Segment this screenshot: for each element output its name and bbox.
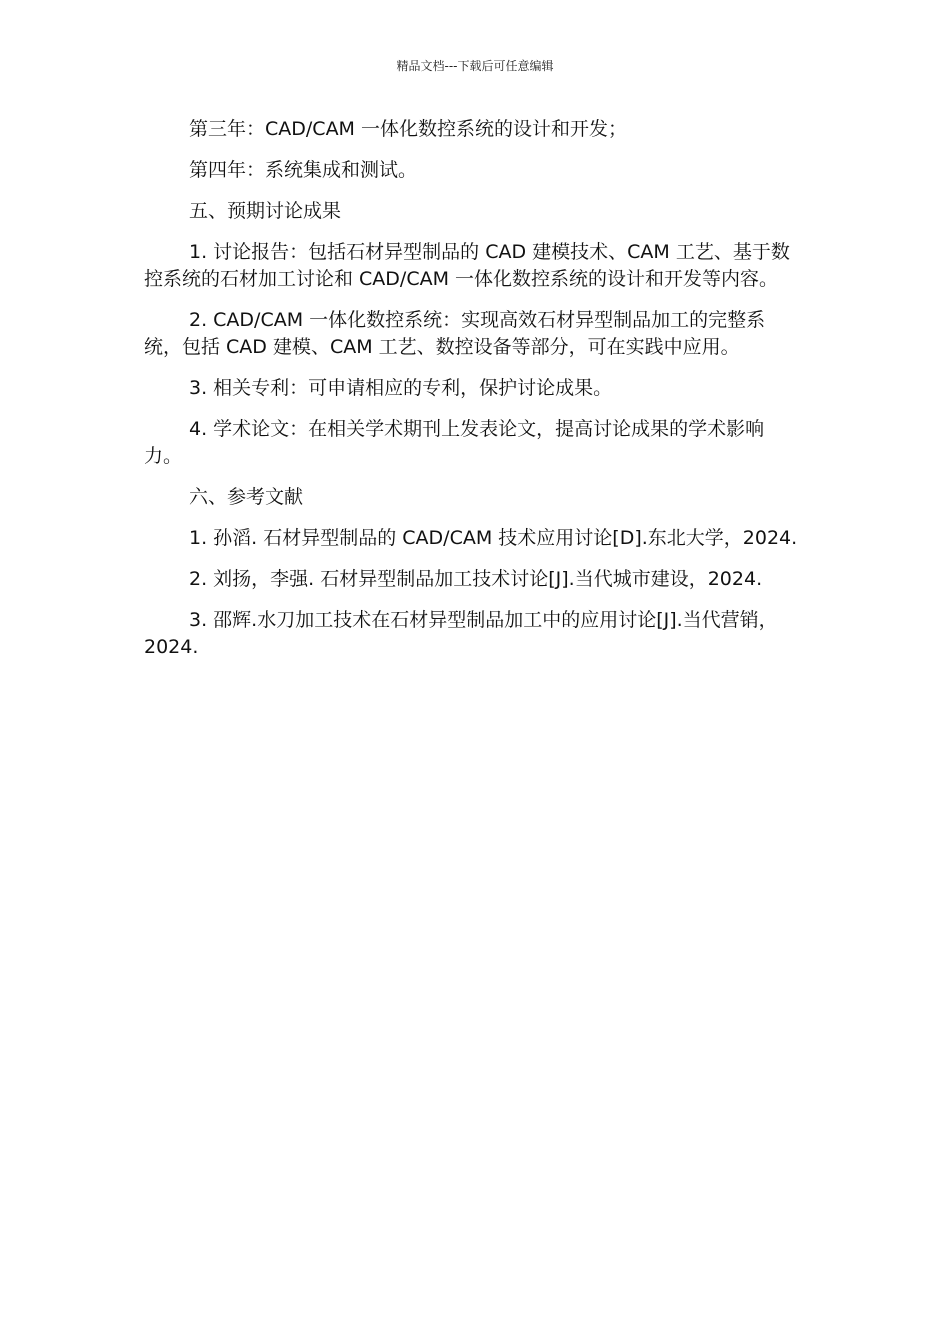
result-item-patent: 3. 相关专利：可申请相应的专利，保护讨论成果。 (189, 377, 613, 399)
result-item-report: 1. 讨论报告：包括石材异型制品的 CAD 建模技术、CAM 工艺、基于数控系统的石材加工讨论和 CAD/CAM 一体化数控系统的设计和开发等内容。 (144, 241, 790, 290)
section-heading-expected-results: 五、预期讨论成果 (189, 200, 342, 222)
reference-item-1: 1. 孙滔. 石材异型制品的 CAD/CAM 技术应用讨论[D].东北大学，2024. (189, 527, 798, 549)
page-header: 精品文档---下载后可任意编辑 (396, 59, 554, 73)
reference-item-3: 3. 邵辉.水刀加工技术在石材异型制品加工中的应用讨论[J].当代营销，2024. (144, 609, 778, 658)
document-body (144, 116, 800, 675)
result-item-system: 2. CAD/CAM 一体化数控系统：实现高效石材异型制品加工的完整系统，包括 CAD 建模、CAM 工艺、数控设备等部分，可在实践中应用。 (144, 309, 766, 358)
result-item-paper: 4. 学术论文：在相关学术期刊上发表论文，提高讨论成果的学术影响力。 (144, 418, 765, 467)
reference-item-2: 2. 刘扬，李强. 石材异型制品加工技术讨论[J].当代城市建设，2024. (189, 568, 763, 590)
section-heading-references: 六、参考文献 (189, 486, 304, 508)
schedule-year-four: 第四年：系统集成和测试。 (189, 159, 418, 181)
schedule-year-three: 第三年：CAD/CAM 一体化数控系统的设计和开发； (189, 118, 627, 140)
